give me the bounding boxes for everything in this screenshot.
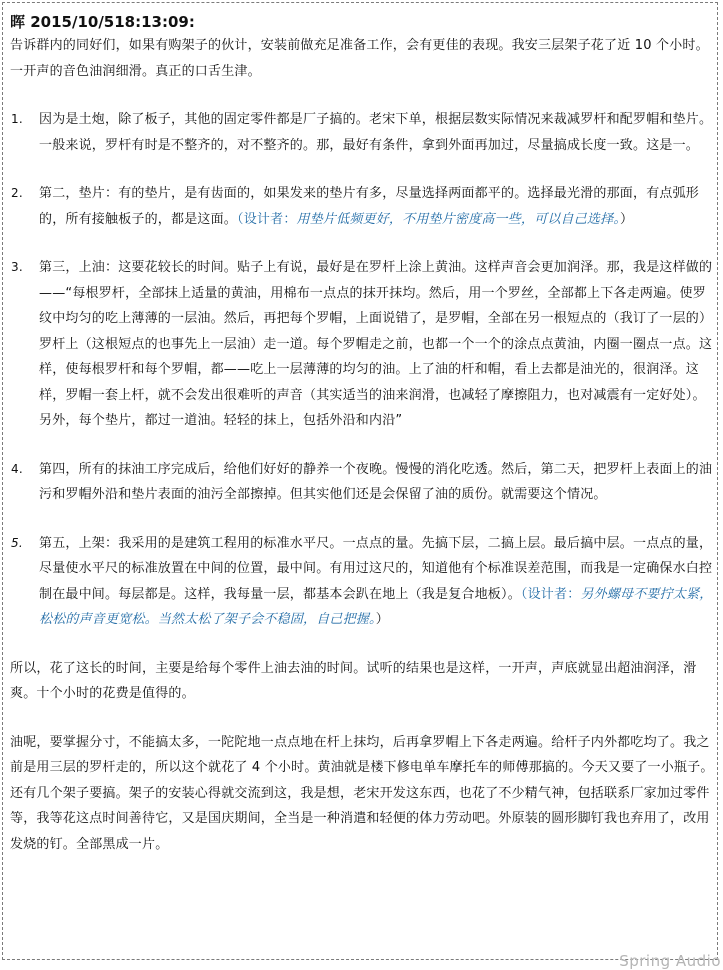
item-number: 5.	[11, 535, 23, 550]
item-number: 1.	[11, 112, 23, 126]
intro-paragraph: 告诉群内的同好们，如果有购架子的伙计，安装前做充足准备工作，会有更佳的表现。我安三层架子花了近 10 个小时。一开声的音色油润细滑。真正的口舌生津。	[10, 38, 709, 79]
conclusion-paragraph: 所以，花了这长的时间，主要是给每个零件上油去油的时间。试听的结果也是这样，一开声，声底就显出超油润泽，滑爽。十个小时的花费是值得的。	[10, 660, 697, 701]
designer-note-lead: （设计者：	[237, 211, 297, 227]
note-close: ）	[375, 612, 389, 627]
designer-note: 用垫片低频更好，不用垫片密度高一些，可以自己选择。	[296, 211, 621, 227]
item-text: 因为是土炮，除了板子，其他的固定零件都是厂子搞的。老宋下单，根据层数实际情况来裁减罗杆和配罗帽和垫片。一般来说，罗杆有时是不整齐的，对不整齐的。那，最好有条件，拿到外面再加过，尽量搞成长度一致。这是一。	[39, 112, 713, 153]
post-content	[10, 12, 714, 857]
item-text: 第五，上架：我采用的是建筑工程用的标准水平尺。一点点的量。先搞下层，二搞上层。最后搞中层。一点点的量，尽量使水平尺的标准放置在中间的位置，最中间。有用过这尺的，知道他有个标准误差范围，而我是一定确保水白控制在最中间。每层都是。这样，我每量一层，都基本会趴在地上（我是复合地板）。	[39, 535, 713, 602]
watermark: Spring Audio	[619, 952, 721, 970]
post-header: 晖 2015/10/518:13:09:	[10, 13, 195, 31]
item-text: 第三，上油：这要花较长的时间。贴子上有说，最好是在罗杆上涂上黄油。这样声音会更加润泽。那，我是这样做的——“每根罗杆，全部抹上适量的黄油，用棉布一点点的抹开抹均。然后，用一个罗丝，全部都上下各走两遍。使罗纹中均匀的吃上薄薄的一层油。然后，再把每个罗帽，上面说错了，是罗帽，全部在另一根短点的（我订了一层的）罗杆上（这根短点的也事先上一层油）走一道。每个罗帽走之前，也都一个一个的涂点点黄油，内圈一圈点一点。这样，使每根罗杆和每个罗帽，都——吃上一层薄薄的均匀的油。上了油的杆和帽，看上去都是油光的，很润泽。这样，罗帽一套上杆，就不会发出很难听的声音（其实适当的油来润滑，也减轻了摩擦阻力，也对减震有一定好处）。另外，每个垫片，都过一道油。轻轻的抹上，包括外沿和内沿”	[39, 260, 713, 428]
designer-note-lead: （设计者：	[520, 586, 581, 602]
designer-note: 另外螺母不要拧太紧，松松的声音更宽松。当然太松了架子会不稳固，自己把握。	[39, 586, 713, 627]
item-number: 4.	[11, 461, 23, 476]
item-number: 2.	[11, 186, 23, 200]
item-text: 第四，所有的抹油工序完成后，给他们好好的静养一个夜晚。慢慢的消化吃透。然后，第二天，把罗杆上表面上的油污和罗帽外沿和垫片表面的油污全部擦掉。但其实他们还是会保留了油的质份。就需要这个情况。	[39, 461, 713, 502]
list-item-4	[10, 457, 714, 508]
list-item-1	[10, 107, 714, 158]
item-number: 3.	[11, 260, 23, 274]
list-item-5	[10, 531, 714, 633]
list-item-2	[10, 181, 714, 232]
item-text: 第二，垫片：有的垫片，是有齿面的，如果发来的垫片有多，尽量选择两面都平的。选择最光滑的那面，有点弧形的，所有接触板子的，都是这面。	[39, 186, 700, 227]
closing-paragraph: 油呢，要掌握分寸，不能搞太多，一陀陀地一点点地在杆上抹均，后再拿罗帽上下各走两遍。给杆子内外都吃均了。我之前是用三层的罗杆走的，所以这个就花了 4 个小时。黄油就是楼下修电单车摩托车的师傅那搞的。今天又要了一小瓶子。还有几个架子要搞。架子的安装心得就交流到这，我是想，老宋开发这东西，也花了不少精气神，包括联系厂家加过零件等，我等花这点时间善待它，又是国庆期间，全当是一种消遣和轻便的体力劳动吧。外原装的圆形脚钉我也弃用了，改用发烧的钉。全部黑成一片。	[10, 734, 714, 852]
list-item-3	[10, 255, 714, 434]
note-close: ）	[620, 211, 634, 227]
